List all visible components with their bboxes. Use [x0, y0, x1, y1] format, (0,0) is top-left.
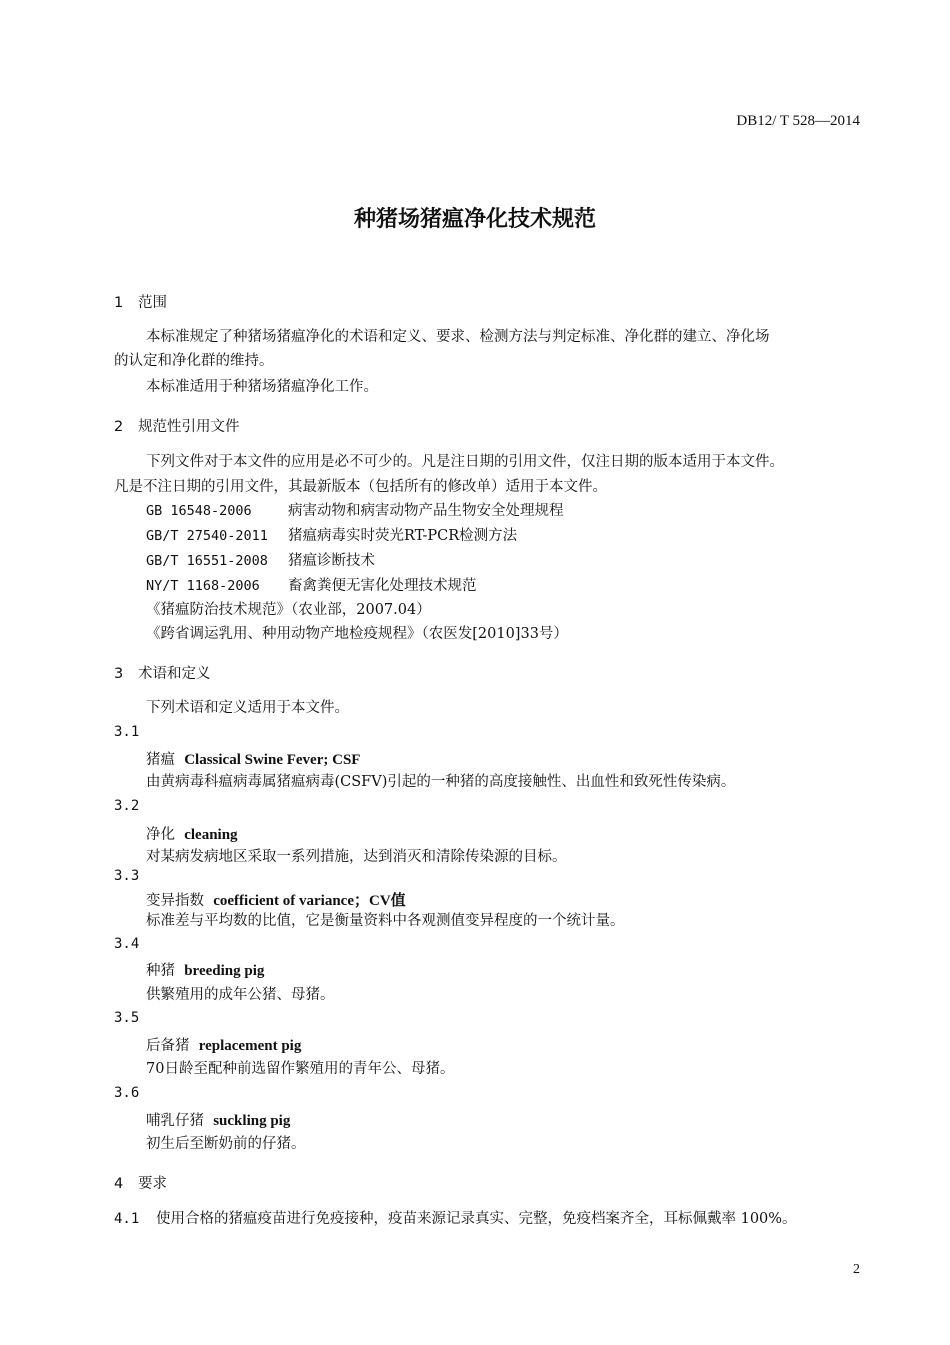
- term-cn: 哺乳仔猪: [146, 1113, 204, 1129]
- term-definition: 70日龄至配种前选留作繁殖用的青年公、母猪。: [146, 1061, 455, 1077]
- reference-item: 《跨省调运乳用、种用动物产地检疫规程》（农医发[2010]33号）: [146, 626, 568, 642]
- section-title: 术语和定义: [138, 666, 211, 682]
- section-number: 4: [114, 1176, 124, 1192]
- term-title: [146, 748, 360, 769]
- standard-code: DB12/ T 528—2014: [736, 113, 860, 129]
- term-definition: 由黄病毒科瘟病毒属猪瘟病毒(CSFV)引起的一种猪的高度接触性、出血性和致死性传染病。: [146, 774, 736, 790]
- term-number: 3.5: [114, 1010, 140, 1026]
- reference-code: GB 16548-2006: [146, 503, 252, 519]
- s1-paragraph-1-line-1: 本标准规定了种猪场猪瘟净化的术语和定义、要求、检测方法与判定标准、净化群的建立、净化场: [146, 329, 770, 345]
- clause-number: 4.1: [114, 1211, 140, 1227]
- section-title: 规范性引用文件: [138, 419, 240, 435]
- reference-name: 病害动物和病害动物产品生物安全处理规程: [288, 503, 564, 519]
- section-title: 要求: [138, 1176, 167, 1192]
- reference-item: [146, 549, 375, 573]
- term-definition: 初生后至断奶前的仔猪。: [146, 1136, 306, 1152]
- section-number: 2: [114, 419, 124, 435]
- term-number: 3.6: [114, 1085, 140, 1101]
- reference-code: GB/T 27540-2011: [146, 528, 268, 544]
- term-number: 3.2: [114, 798, 140, 814]
- s1-paragraph-1-line-2: 的认定和净化群的维持。: [114, 353, 274, 369]
- term-title: [146, 1034, 301, 1055]
- reference-item: [146, 499, 564, 523]
- section-1-heading: [114, 291, 167, 312]
- term-en: cleaning: [184, 827, 238, 843]
- s2-paragraph-line-1: 下列文件对于本文件的应用是必不可少的。凡是注日期的引用文件，仅注日期的版本适用于本文件。: [146, 454, 784, 470]
- section-number: 3: [114, 666, 124, 682]
- reference-name: 猪瘟病毒实时荧光RT-PCR检测方法: [288, 528, 518, 544]
- page-number: 2: [853, 1262, 860, 1277]
- term-number: 3.3: [114, 868, 140, 884]
- reference-name: 猪瘟诊断技术: [288, 553, 375, 569]
- term-cn: 种猪: [146, 963, 175, 979]
- term-en: coefficient of variance；CV值: [213, 893, 406, 909]
- s1-paragraph-2: 本标准适用于种猪场猪瘟净化工作。: [146, 379, 378, 395]
- reference-item: [146, 524, 517, 548]
- term-en: breeding pig: [184, 963, 265, 979]
- term-cn: 猪瘟: [146, 752, 175, 768]
- term-en: Classical Swine Fever; CSF: [184, 752, 361, 768]
- term-definition: 对某病发病地区采取一系列措施，达到消灭和清除传染源的目标。: [146, 849, 567, 865]
- term-cn: 变异指数: [146, 893, 204, 909]
- term-cn: 后备猪: [146, 1038, 190, 1054]
- term-cn: 净化: [146, 827, 175, 843]
- document-title: 种猪场猪瘟净化技术规范: [353, 207, 596, 232]
- section-3-heading: [114, 662, 211, 683]
- term-definition: 标准差与平均数的比值，它是衡量资料中各观测值变异程度的一个统计量。: [146, 913, 625, 929]
- term-en: replacement pig: [198, 1038, 302, 1054]
- reference-code: GB/T 16551-2008: [146, 553, 268, 569]
- section-number: 1: [114, 295, 124, 311]
- clause-4-1: [114, 1207, 797, 1231]
- term-title: [146, 889, 406, 910]
- section-4-heading: [114, 1172, 167, 1193]
- term-en: suckling pig: [213, 1113, 291, 1129]
- clause-text: 使用合格的猪瘟疫苗进行免疫接种，疫苗来源记录真实、完整，免疫档案齐全，耳标佩戴率 100%。: [156, 1211, 797, 1227]
- reference-code: NY/T 1168-2006: [146, 578, 260, 594]
- term-title: [146, 1109, 290, 1130]
- term-number: 3.4: [114, 936, 140, 952]
- section-2-heading: [114, 415, 240, 436]
- term-number: 3.1: [114, 724, 140, 740]
- reference-name: 畜禽粪便无害化处理技术规范: [288, 578, 477, 594]
- section-title: 范围: [138, 295, 167, 311]
- term-title: [146, 959, 264, 980]
- term-title: [146, 823, 238, 844]
- reference-item: [146, 574, 477, 598]
- s3-intro: 下列术语和定义适用于本文件。: [146, 700, 349, 716]
- term-definition: 供繁殖用的成年公猪、母猪。: [146, 987, 335, 1003]
- reference-item: 《猪瘟防治技术规范》（农业部，2007.04）: [146, 602, 431, 618]
- s2-paragraph-line-2: 凡是不注日期的引用文件，其最新版本（包括所有的修改单）适用于本文件。: [114, 479, 607, 495]
